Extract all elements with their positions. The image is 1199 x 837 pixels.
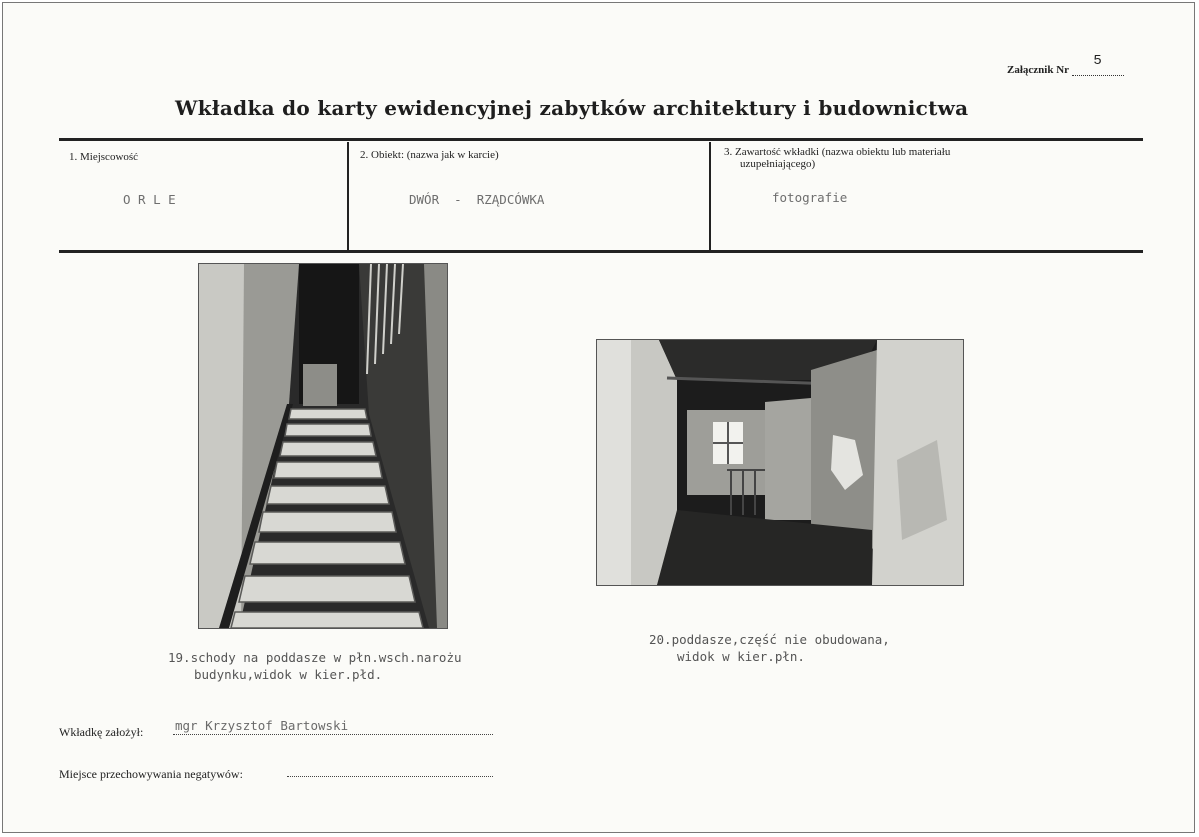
table-top-rule [59,138,1143,141]
photo-staircase [199,264,447,628]
table-bottom-rule [59,250,1143,253]
photo-caption-20 [649,631,890,665]
contents-label-line1: 3. Zawartość wkładki (nazwa obiektu lub materiału [724,146,951,158]
author-dotted-line [173,734,493,735]
locality-value: O R L E [123,192,176,207]
locality-label: 1. Miejscowość [69,151,139,163]
photo-caption-19-line1: 19.schody na poddasze w płn.wsch.narożu [168,650,462,665]
annex-number-value: 5 [1093,53,1102,69]
author-value: mgr Krzysztof Bartowski [175,718,349,733]
contents-label-line2: uzupełniającego) [740,158,816,170]
photo-caption-20-line1: 20.poddasze,część nie obudowana, [649,632,890,647]
table-divider-2 [709,142,711,253]
author-label: Wkładkę założył: [59,725,144,739]
contents-label [724,146,950,170]
table-divider-1 [347,142,349,253]
document-sheet [2,2,1195,833]
annex-number [1007,53,1124,76]
photo-caption-19 [168,649,462,683]
object-label: 2. Obiekt: (nazwa jak w karcie) [360,149,499,161]
contents-value: fotografie [772,190,848,205]
annex-label: Załącznik Nr [1007,64,1069,76]
annex-number-field [1072,53,1124,76]
photo-caption-19-line2: budynku,widok w kier.płd. [194,667,383,682]
negatives-dotted-line [287,776,493,777]
negatives-label: Miejsce przechowywania negatywów: [59,767,243,781]
page-title: Wkładka do karty ewidencyjnej zabytków architektury i budownictwa [175,96,969,120]
photo-caption-20-line2: widok w kier.płn. [677,649,805,664]
object-value: DWÓR - RZĄDCÓWKA [409,192,545,207]
photo-attic [597,340,963,585]
